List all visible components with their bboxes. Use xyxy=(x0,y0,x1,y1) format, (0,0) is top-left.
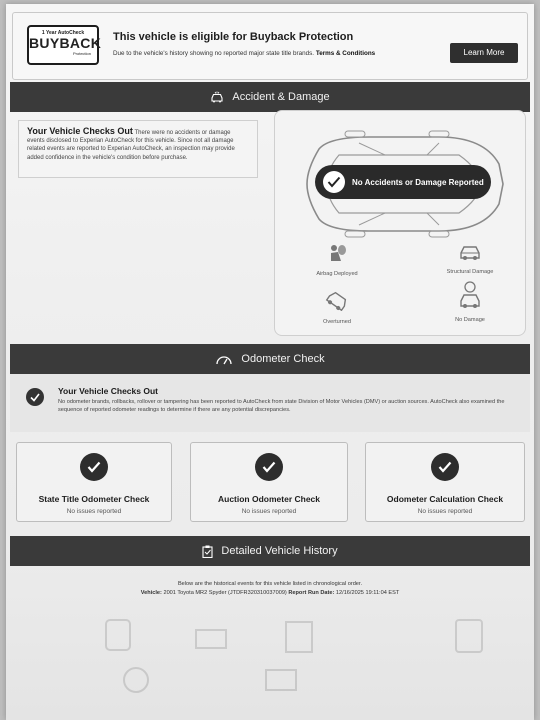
accident-summary xyxy=(18,120,258,178)
structural-damage-icon xyxy=(458,243,482,261)
card-title: Auction Odometer Check xyxy=(217,494,321,504)
state-title-odometer-card xyxy=(16,442,172,522)
accident-section-title: Accident & Damage xyxy=(232,91,330,103)
odometer-checks-text: No odometer brands, rollbacks, rollover or tampering has been reported to AutoCheck from state Division of Motor Vehicles (DMV) or auction sources. AutoCheck also examined the sequence of reported odometer readings to determine if there are any potential discrepancies. xyxy=(58,399,505,413)
overturned-icon xyxy=(325,291,349,311)
overturned-label: Overturned xyxy=(323,319,351,325)
accident-checks-title: Your Vehicle Checks Out xyxy=(27,126,133,136)
car-damage-icon xyxy=(210,91,224,103)
vehicle-value: 2001 Toyota MR2 Spyder (JTDFR320310037009) xyxy=(163,590,287,596)
bleed-through-shadow xyxy=(46,610,516,710)
auction-odometer-card xyxy=(190,442,348,522)
check-icon xyxy=(26,388,44,406)
accident-checks-text: There were no accidents or damage events disclosed to Experian AutoCheck for this vehicle. Since not all damage related events are reported to Experian AutoCheck, an inspection may provide added confidence in the vehicle's condition before purchase. xyxy=(27,130,235,161)
odometer-checks-title: Your Vehicle Checks Out xyxy=(58,386,158,396)
no-accidents-label: No Accidents or Damage Reported xyxy=(352,177,484,187)
no-damage-item xyxy=(430,281,510,323)
check-icon xyxy=(323,171,345,193)
terms-link[interactable]: Terms & Conditions xyxy=(315,50,376,57)
buyback-logo xyxy=(27,25,102,65)
logo-sub-text: Protection xyxy=(72,51,91,56)
check-icon xyxy=(431,453,459,481)
card-status: No issues reported xyxy=(417,508,473,515)
odometer-summary xyxy=(10,374,530,432)
buyback-description: Due to the vehicle's history showing no reported major state title brands. xyxy=(113,50,315,57)
buyback-banner xyxy=(12,12,528,80)
odometer-section-header xyxy=(10,344,530,374)
no-damage-icon xyxy=(458,281,482,309)
logo-small-text: 1 Year AutoCheck xyxy=(41,30,85,36)
vehicle-line xyxy=(10,589,530,598)
history-section-title: Detailed Vehicle History xyxy=(221,545,338,557)
airbag-item xyxy=(297,243,377,277)
clipboard-icon xyxy=(202,545,213,558)
run-date-value: 12/16/2025 19:11:04 EST xyxy=(335,590,400,596)
learn-more-button[interactable]: Learn More xyxy=(450,43,518,63)
run-date-label: Report Run Date: xyxy=(288,590,335,596)
vehicle-label: Vehicle: xyxy=(140,590,162,596)
no-damage-label: No Damage xyxy=(455,317,485,323)
card-title: Odometer Calculation Check xyxy=(386,494,504,504)
report-page xyxy=(6,4,534,720)
card-status: No issues reported xyxy=(66,508,122,515)
buyback-title: This vehicle is eligible for Buyback Protection xyxy=(113,31,354,43)
accident-section-header xyxy=(10,82,530,112)
airbag-label: Airbag Deployed xyxy=(316,271,358,277)
buyback-text xyxy=(113,50,375,57)
damage-panel xyxy=(274,110,526,336)
speedometer-icon xyxy=(215,353,233,365)
check-icon xyxy=(255,453,283,481)
history-section-header xyxy=(10,536,530,566)
history-info xyxy=(10,580,530,598)
odometer-calculation-card xyxy=(365,442,525,522)
structural-damage-item xyxy=(430,243,510,275)
overturned-item xyxy=(297,291,377,325)
check-icon xyxy=(80,453,108,481)
odometer-section-title: Odometer Check xyxy=(241,353,325,365)
logo-big-text: BUYBACK xyxy=(29,35,102,51)
no-accidents-status xyxy=(315,165,491,199)
card-title: State Title Odometer Check xyxy=(38,494,150,504)
card-status: No issues reported xyxy=(241,508,297,515)
history-intro: Below are the historical events for this vehicle listed in chronological order. xyxy=(177,581,363,587)
structural-damage-label: Structural Damage xyxy=(446,269,494,275)
airbag-icon xyxy=(326,243,348,263)
